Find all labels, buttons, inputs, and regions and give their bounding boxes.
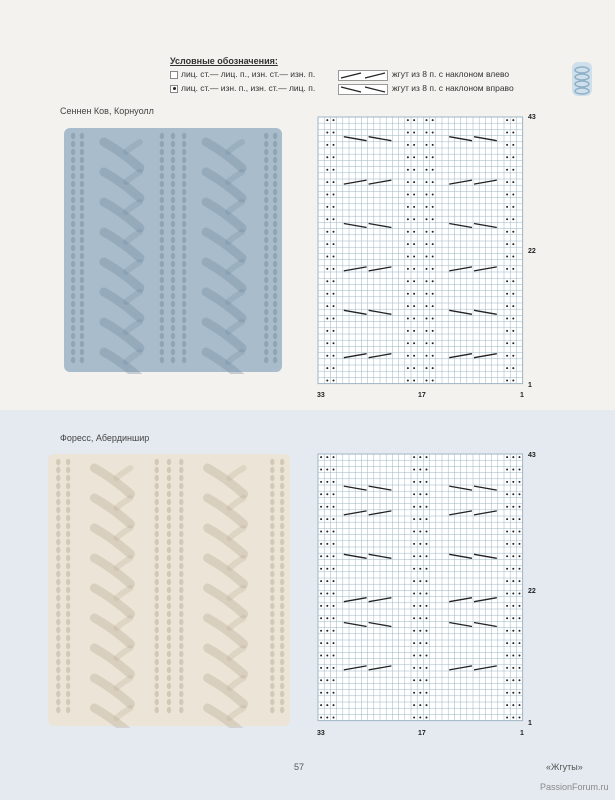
pattern-2-swatch-photo xyxy=(46,452,292,728)
legend-title: Условные обозначения: xyxy=(170,56,278,66)
pattern-1-col-right: 1 xyxy=(520,392,524,399)
pattern-1-title: Сеннен Ков, Корнуолл xyxy=(60,106,154,116)
pattern-2-chart xyxy=(316,452,526,730)
legend-row-purl xyxy=(170,83,514,97)
pattern-2-row-bottom: 1 xyxy=(528,720,532,727)
pattern-2-row-top: 43 xyxy=(528,452,536,459)
cable-left-icon xyxy=(338,70,388,81)
cable-right-icon xyxy=(338,84,388,95)
pattern-1-chart xyxy=(316,115,526,393)
pattern-1-row-bottom: 1 xyxy=(528,382,532,389)
legend-cable-right-text: жгут из 8 п. с наклоном вправо xyxy=(392,83,514,93)
legend-row-knit xyxy=(170,69,510,83)
pattern-2-col-left: 33 xyxy=(317,730,325,737)
dot-square-icon xyxy=(170,85,178,93)
pattern-1-col-left: 33 xyxy=(317,392,325,399)
legend-cable-left-text: жгут из 8 п. с наклоном влево xyxy=(392,69,510,79)
pattern-2-col-right: 1 xyxy=(520,730,524,737)
section-name: «Жгуты» xyxy=(546,762,583,772)
chart-grid-background xyxy=(318,117,523,384)
legend-purl-text: лиц. ст.— изн. п., изн. ст.— лиц. п. xyxy=(181,83,316,93)
pattern-2-col-mid: 17 xyxy=(418,730,426,737)
legend-knit-text: лиц. ст.— лиц. п., изн. ст.— изн. п. xyxy=(181,69,316,79)
pattern-1-col-mid: 17 xyxy=(418,392,426,399)
empty-square-icon xyxy=(170,71,178,79)
section-tab-icon xyxy=(572,62,592,101)
legend xyxy=(170,56,514,97)
pattern-1-row-top: 43 xyxy=(528,114,536,121)
pattern-1-swatch-photo xyxy=(62,126,284,374)
pattern-1-row-mid: 22 xyxy=(528,248,536,255)
watermark: PassionForum.ru xyxy=(540,782,609,792)
pattern-2-row-mid: 22 xyxy=(528,588,536,595)
pattern-2-title: Форесс, Абердиншир xyxy=(60,433,150,443)
page-number: 57 xyxy=(294,762,305,772)
